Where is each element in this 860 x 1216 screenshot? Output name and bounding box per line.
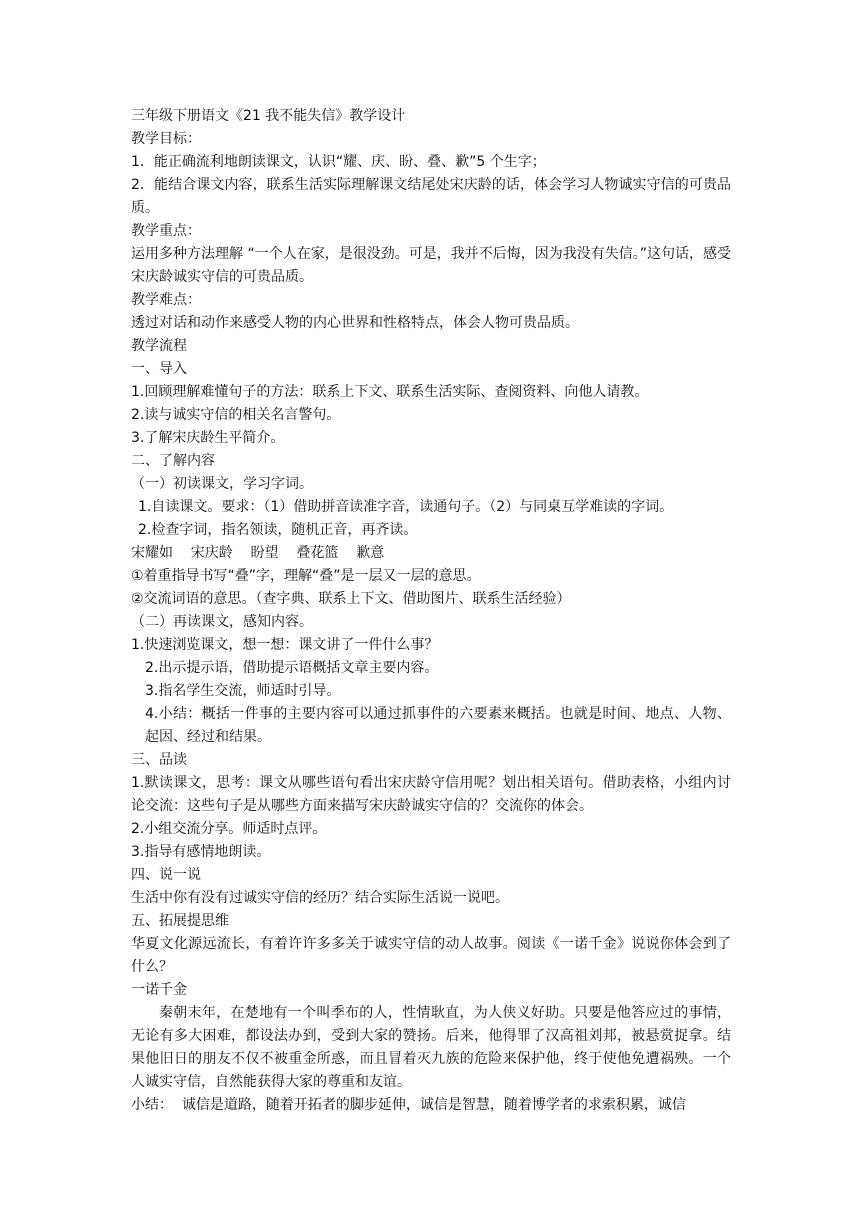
list-item: 3.指名学生交流，师适时引导。	[145, 683, 341, 699]
vocabulary-words: 宋耀如 宋庆龄 盼望 叠花篮 歉意	[131, 545, 385, 561]
note-item: ①着重指导书写“叠”字，理解“叠”是一层又一层的意思。	[131, 568, 481, 584]
list-item: 2.小组交流分享。师适时点评。	[131, 821, 327, 837]
story-title: 一诺千金	[131, 982, 187, 998]
list-item: 2.出示提示语，借助提示语概括文章主要内容。	[145, 660, 439, 676]
document-body	[131, 105, 731, 1117]
difficulty-heading: 教学难点：	[131, 292, 201, 308]
key-text: 运用多种方法理解 “一个人在家，是很没劲。可是，我并不后悔，因为我没有失信。”这句话，感受宋庆龄诚实守信的可贵品质。	[131, 246, 731, 285]
list-item: 3.了解宋庆龄生平简介。	[131, 430, 285, 446]
list-item: 1.自读课文。要求：（1）借助拼音读准字音，读通句子。（2）与同桌互学难读的字词。	[138, 499, 674, 515]
document-title: 三年级下册语文《21 我不能失信》教学设计	[131, 108, 406, 124]
list-item: 2.读与诚实守信的相关名言警句。	[131, 407, 341, 423]
section-heading: 五、拓展提思维	[131, 913, 229, 929]
goals-heading: 教学目标：	[131, 131, 201, 147]
list-item: 4.小结：概括一件事的主要内容可以通过抓事件的六要素来概括。也就是时间、地点、人物、起因、经过和结果。	[145, 706, 731, 745]
note-item: ②交流词语的意思。（查字典、联系上下文、借助图片、联系生活经验）	[131, 591, 571, 607]
list-item: 2.检查字词，指名领读，随机正音，再齐读。	[138, 522, 418, 538]
subsection-heading: （一）初读课文，学习字词。	[131, 476, 313, 492]
subsection-heading: （二）再读课文，感知内容。	[131, 614, 313, 630]
flow-heading: 教学流程	[131, 338, 187, 354]
list-item: 1.快速浏览课文，想一想：课文讲了一件什么事？	[131, 637, 439, 653]
list-item: 1.默读课文，思考：课文从哪些语句看出宋庆龄守信用呢？划出相关语句。借助表格，小组内讨论交流：这些句子是从哪些方面来描写宋庆龄诚实守信的？交流你的体会。	[131, 775, 731, 814]
section-text: 华夏文化源远流长，有着许许多多关于诚实守信的动人故事。阅读《一诺千金》说说你体会到了什么？	[131, 936, 731, 975]
story-text: 秦朝末年，在楚地有一个叫季布的人，性情耿直，为人侠义好助。只要是他答应过的事情，无论有多大困难，都设法办到，受到大家的赞扬。后来，他得罪了汉高祖刘邦，被悬赏捉拿。结果他旧日的朋友不仅不被重金所惑，而且冒着灭九族的危险来保护他，终于使他免遭祸殃。一个人诚实守信，自然能获得大家的尊重和友谊。	[131, 1005, 731, 1090]
section-heading: 一、导入	[131, 361, 187, 377]
list-item: 1.回顾理解难懂句子的方法：联系上下文、联系生活实际、查阅资料、向他人请教。	[131, 384, 649, 400]
list-item: 3.指导有感情地朗读。	[131, 844, 271, 860]
summary-text: 小结： 诚信是道路，随着开拓者的脚步延伸，诚信是智慧，随着博学者的求索积累，诚信	[131, 1097, 686, 1113]
goal-item: 2．能结合课文内容，联系生活实际理解课文结尾处宋庆龄的话，体会学习人物诚实守信的可贵品质。	[131, 177, 731, 216]
section-text: 生活中你有没有过诚实守信的经历？结合实际生活说一说吧。	[131, 890, 509, 906]
section-heading: 四、说一说	[131, 867, 201, 883]
section-heading: 三、品读	[131, 752, 187, 768]
section-heading: 二、了解内容	[131, 453, 215, 469]
difficulty-text: 透过对话和动作来感受人物的内心世界和性格特点，体会人物可贵品质。	[131, 315, 579, 331]
key-heading: 教学重点：	[131, 223, 201, 239]
goal-item: 1．能正确流利地朗读课文，认识“耀、庆、盼、叠、歉”5 个生字；	[131, 154, 546, 170]
